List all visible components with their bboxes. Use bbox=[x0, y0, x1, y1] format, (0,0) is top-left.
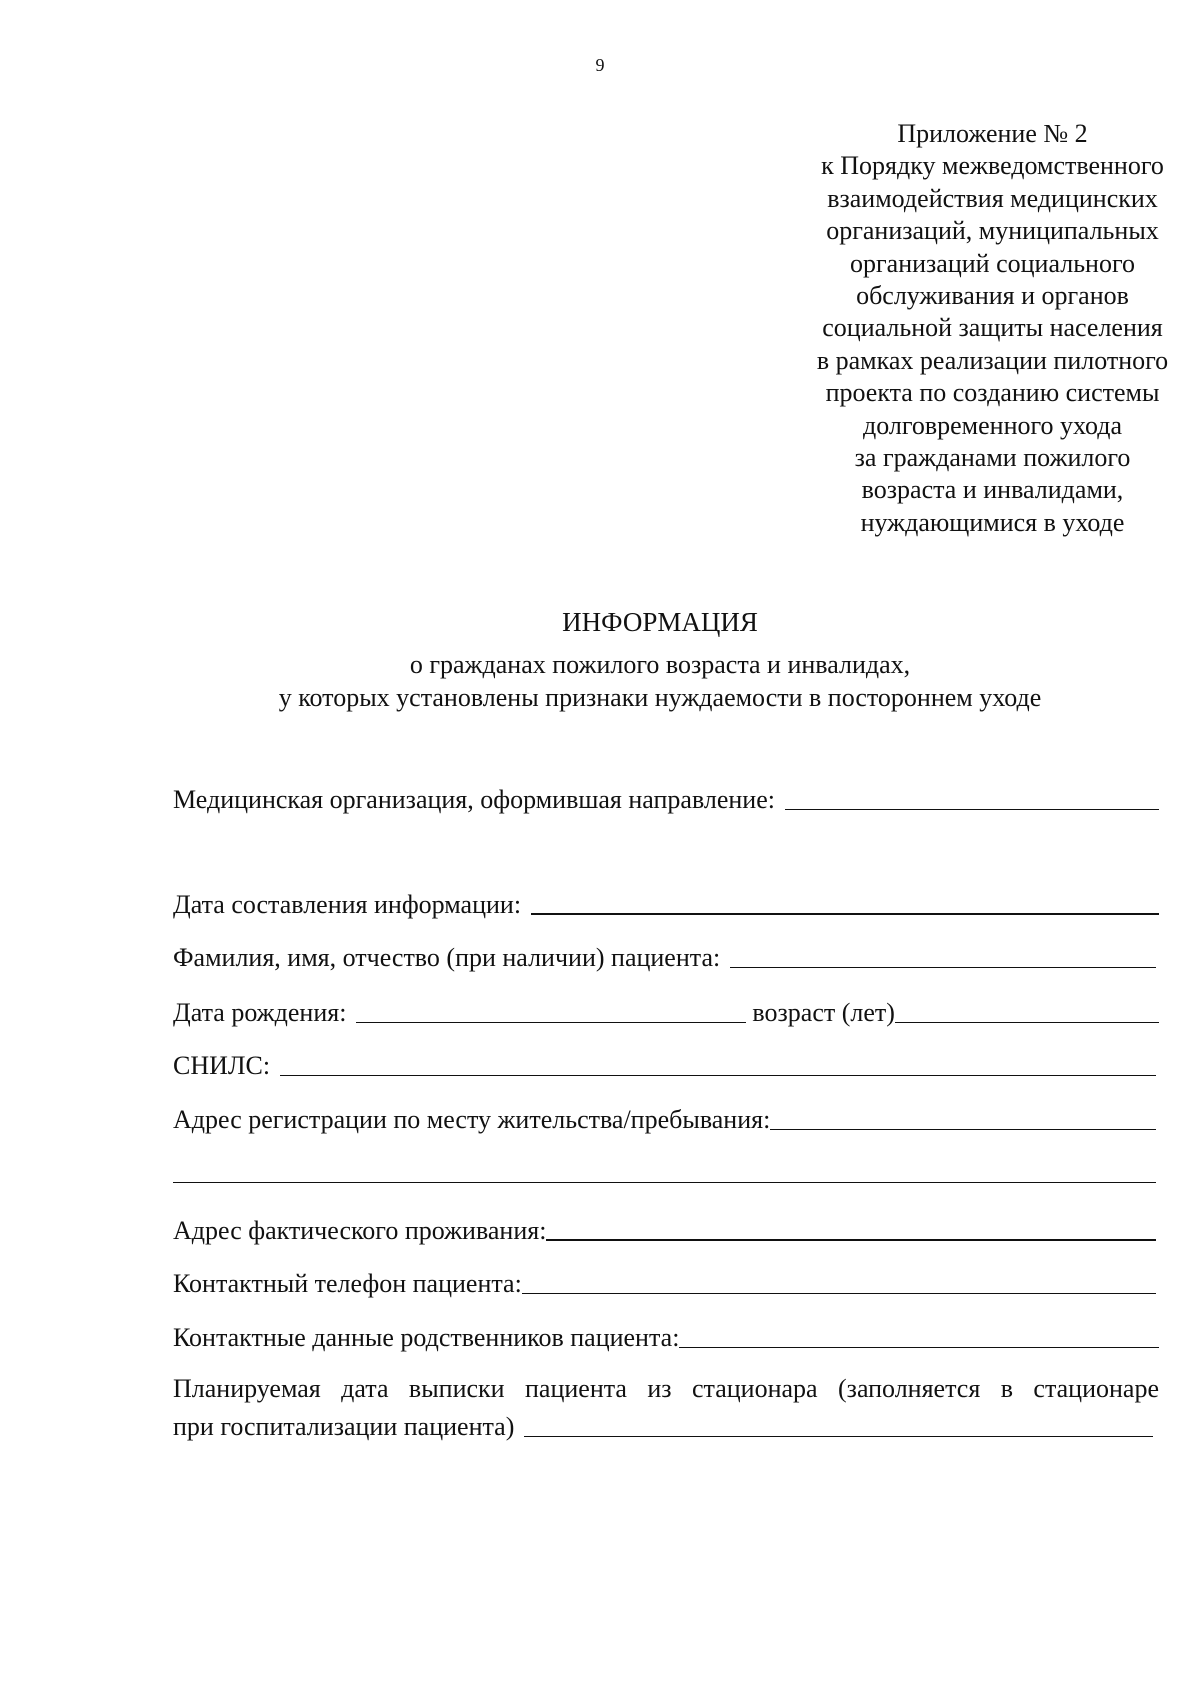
age-field[interactable] bbox=[895, 1022, 1159, 1023]
appendix-line: проекта по созданию системы bbox=[825, 378, 1160, 408]
full-name-field[interactable] bbox=[730, 967, 1156, 968]
patient-phone-label: Контактный телефон пациента: bbox=[173, 1269, 522, 1298]
appendix-line: долговременного ухода bbox=[862, 410, 1123, 440]
snils-label: СНИЛС: bbox=[173, 1051, 271, 1080]
date-compiled-field[interactable] bbox=[531, 913, 1159, 915]
appendix-line: возраста и инвалидами, bbox=[861, 475, 1124, 505]
actual-address-field[interactable] bbox=[546, 1239, 1156, 1241]
relatives-contacts-label: Контактные данные родственников пациента: bbox=[173, 1323, 680, 1352]
subtitle-line-1: о гражданах пожилого возраста и инвалидах, bbox=[409, 650, 911, 679]
birth-date-label: Дата рождения: bbox=[173, 998, 347, 1027]
appendix-line: социальной защиты населения bbox=[822, 313, 1163, 343]
discharge-date-row bbox=[173, 1410, 1153, 1442]
medical-org-row bbox=[173, 783, 1159, 815]
birth-date-row bbox=[173, 996, 1159, 1028]
medical-org-field[interactable] bbox=[785, 809, 1159, 810]
appendix-line: к Порядку межведомственного bbox=[821, 151, 1164, 181]
actual-address-row bbox=[173, 1214, 1156, 1246]
full-name-label: Фамилия, имя, отчество (при наличии) пациента: bbox=[173, 943, 721, 972]
discharge-date-label: при госпитализации пациента) bbox=[173, 1412, 515, 1441]
document-subtitle bbox=[60, 648, 1200, 714]
discharge-date-field[interactable] bbox=[524, 1436, 1153, 1437]
reg-address-row-continued bbox=[173, 1156, 1156, 1188]
snils-row bbox=[173, 1049, 1156, 1081]
appendix-line: в рамках реализации пилотного bbox=[816, 345, 1169, 375]
patient-phone-row bbox=[173, 1267, 1156, 1299]
date-compiled-label: Дата составления информации: bbox=[173, 890, 522, 919]
reg-address-field-continued[interactable] bbox=[173, 1182, 1156, 1183]
reg-address-row bbox=[173, 1103, 1156, 1135]
reg-address-field[interactable] bbox=[770, 1129, 1156, 1130]
appendix-line: за гражданами пожилого bbox=[854, 443, 1131, 473]
appendix-line: нуждающимися в уходе bbox=[860, 507, 1125, 537]
medical-org-label: Медицинская организация, оформившая направление: bbox=[173, 785, 775, 814]
document-title: ИНФОРМАЦИЯ bbox=[562, 607, 758, 637]
date-compiled-row bbox=[173, 888, 1159, 920]
appendix-note bbox=[725, 118, 1200, 539]
page-number: 9 bbox=[595, 55, 605, 75]
full-name-row bbox=[173, 941, 1156, 973]
actual-address-label: Адрес фактического проживания: bbox=[173, 1216, 547, 1245]
appendix-line: взаимодействия медицинских bbox=[827, 183, 1158, 213]
appendix-line: обслуживания и органов bbox=[856, 281, 1129, 311]
subtitle-line-2: у которых установлены признаки нуждаемости в постороннем уходе bbox=[278, 683, 1042, 712]
relatives-contacts-row bbox=[173, 1321, 1159, 1353]
birth-date-field[interactable] bbox=[356, 1022, 746, 1023]
discharge-date-text: Планируемая дата выписки пациента из стационара (заполняется в стационаре bbox=[173, 1374, 1159, 1403]
snils-field[interactable] bbox=[280, 1075, 1156, 1076]
appendix-line: организаций, муниципальных bbox=[826, 216, 1159, 246]
age-label: возраст (лет) bbox=[752, 998, 895, 1027]
appendix-line: Приложение № 2 bbox=[897, 119, 1088, 148]
patient-phone-field[interactable] bbox=[522, 1293, 1156, 1294]
reg-address-label: Адрес регистрации по месту жительства/пребывания: bbox=[173, 1105, 771, 1134]
relatives-contacts-field[interactable] bbox=[679, 1347, 1159, 1348]
appendix-line: организаций социального bbox=[850, 248, 1135, 278]
